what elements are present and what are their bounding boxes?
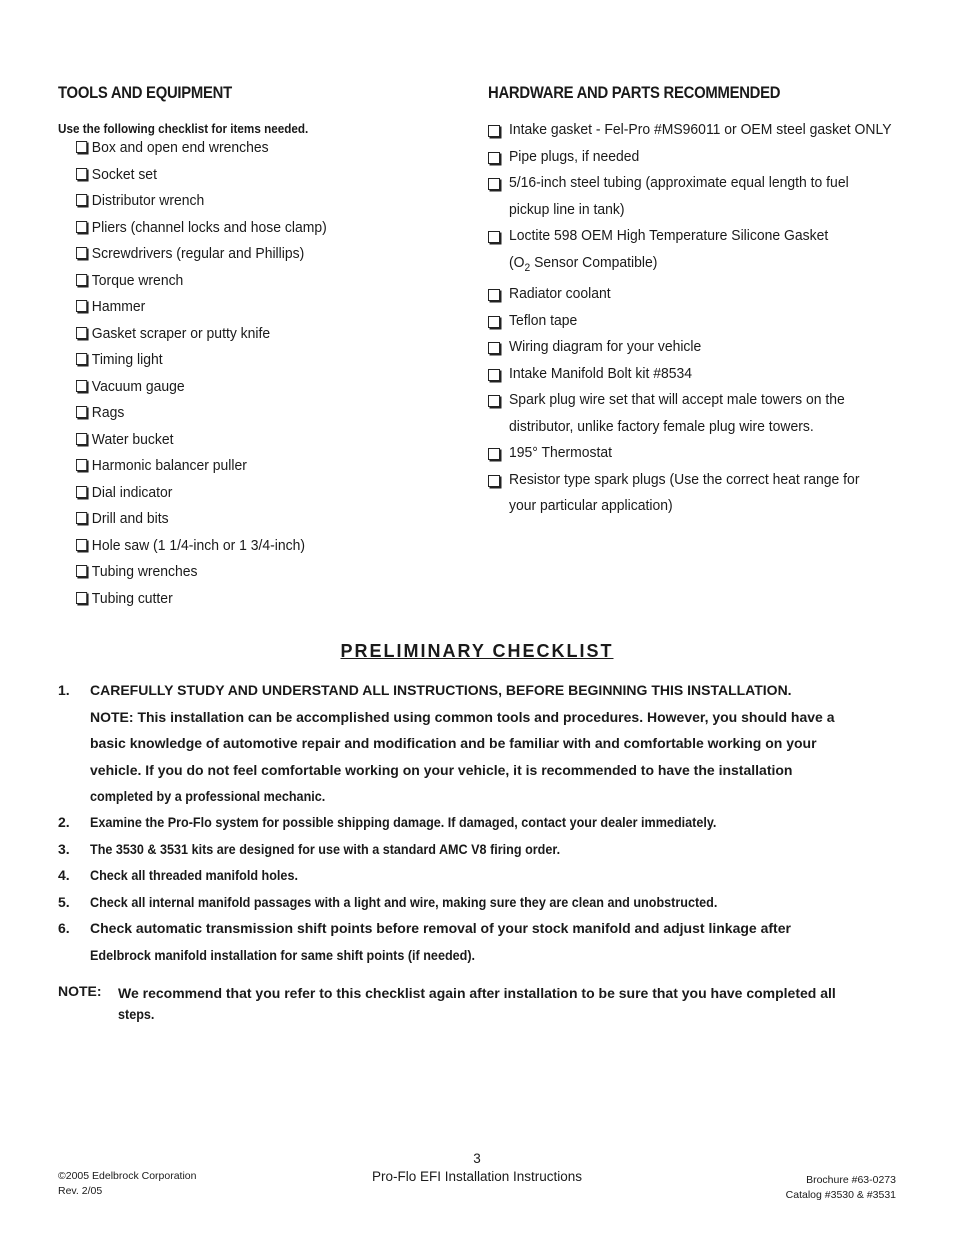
checkbox-icon <box>488 152 500 164</box>
hardware-item-line-2 <box>509 250 880 282</box>
checkbox-icon <box>76 380 87 392</box>
tools-item-label: Pliers (channel locks and hose clamp) <box>91 218 327 236</box>
checkbox-icon <box>76 300 87 312</box>
step-number: 3. <box>58 841 70 857</box>
tools-item <box>76 297 327 324</box>
checkbox-icon <box>76 486 87 498</box>
hardware-item-line-1: Pipe plugs, if needed <box>509 147 640 165</box>
checklist-title: PRELIMINARY CHECKLIST <box>340 641 614 661</box>
footer-left <box>58 1169 196 1199</box>
hardware-item-line-1: 195° Thermostat <box>509 444 613 461</box>
tools-item-label: Vacuum gauge <box>91 377 185 395</box>
hardware-heading: HARDWARE AND PARTS RECOMMENDED <box>488 84 781 102</box>
checkbox-icon <box>76 539 87 551</box>
footer-title: Pro-Flo EFI Installation Instructions <box>371 1169 583 1184</box>
step-line: Check all threaded manifold holes. <box>90 867 298 883</box>
checkbox-icon <box>76 141 87 153</box>
tools-item-label: Dial indicator <box>91 483 173 501</box>
hardware-item-line-1: Loctite 598 OEM High Temperature Silicone Gasket <box>509 227 829 244</box>
tools-item-label: Tubing cutter <box>91 589 173 607</box>
tools-subheading: Use the following checklist for items needed. <box>58 121 309 136</box>
checkbox-icon <box>488 289 500 301</box>
hardware-item-line-2: distributor, unlike factory female plug wire towers. <box>509 417 814 435</box>
hardware-item <box>488 387 908 440</box>
tools-item <box>76 218 327 245</box>
hardware-item-line-1: Resistor type spark plugs (Use the correct heat range for <box>509 470 860 488</box>
checkbox-icon <box>488 475 500 487</box>
tools-heading: TOOLS AND EQUIPMENT <box>58 84 232 102</box>
checkbox-icon <box>76 168 87 180</box>
tools-item-label: Rags <box>91 404 125 421</box>
copyright: ©2005 Edelbrock Corporation <box>58 1170 197 1182</box>
note-line-1: We recommend that you refer to this checklist again after installation to be sure that you have completed all <box>118 985 836 1001</box>
hardware-item <box>488 308 908 335</box>
tools-item <box>76 430 327 457</box>
hardware-item <box>488 223 908 281</box>
hardware-item-line-2b: Sensor Compatible) <box>530 253 658 271</box>
checkbox-icon <box>76 592 87 604</box>
tools-list <box>76 138 346 615</box>
step-line: Check all internal manifold passages with a light and wire, making sure they are clean and unobstructed. <box>90 894 718 910</box>
tools-item <box>76 509 327 536</box>
hardware-item <box>488 281 908 308</box>
hardware-item <box>488 467 908 520</box>
hardware-item <box>488 144 908 171</box>
hardware-item-subscript: 2 <box>524 261 531 274</box>
hardware-item <box>488 440 908 467</box>
checkbox-icon <box>488 316 500 328</box>
checkbox-icon <box>488 125 500 137</box>
tools-item-label: Timing light <box>91 351 163 368</box>
step-number: 4. <box>58 867 70 883</box>
tools-item-label: Water bucket <box>91 430 174 448</box>
checkbox-icon <box>76 274 87 286</box>
hardware-item-line-2a: (O <box>509 253 525 271</box>
hardware-item-line-1: Teflon tape <box>509 311 578 329</box>
catalog-number: Catalog #3530 & #3531 <box>785 1189 896 1201</box>
step-number: 1. <box>58 682 70 698</box>
footer-right <box>786 1173 896 1203</box>
note-label: NOTE: <box>58 983 102 999</box>
hardware-item <box>488 361 908 388</box>
hardware-item-line-1: 5/16-inch steel tubing (approximate equal length to fuel <box>509 174 849 191</box>
checkbox-icon <box>76 221 87 233</box>
hardware-item-line-2: pickup line in tank) <box>509 200 625 218</box>
checkbox-icon <box>488 369 500 381</box>
brochure-number: Brochure #63-0273 <box>806 1174 896 1186</box>
checkbox-icon <box>76 247 87 259</box>
checkbox-icon <box>76 565 87 577</box>
hardware-item-line-1: Spark plug wire set that will accept male towers on the <box>509 391 845 408</box>
hardware-item <box>488 117 908 144</box>
checkbox-icon <box>76 353 87 365</box>
tools-item-label: Hole saw (1 1/4-inch or 1 3/4-inch) <box>91 536 306 554</box>
step-line: NOTE: This installation can be accomplished using common tools and procedures. However, you should have a <box>90 708 835 725</box>
tools-item <box>76 244 327 271</box>
tools-item <box>76 562 327 589</box>
checkbox-icon <box>488 178 500 190</box>
tools-item-label: Hammer <box>91 298 146 315</box>
step-line: Examine the Pro-Flo system for possible shipping damage. If damaged, contact your dealer immediately. <box>90 814 717 830</box>
tools-item-label: Gasket scraper or putty knife <box>91 324 271 342</box>
tools-item-label: Drill and bits <box>91 510 169 527</box>
hardware-item-line-1: Intake Manifold Bolt kit #8534 <box>509 364 693 382</box>
checkbox-icon <box>76 406 87 418</box>
tools-item-label: Torque wrench <box>91 271 184 289</box>
tools-item <box>76 165 327 192</box>
step-number: 6. <box>58 920 70 936</box>
tools-item <box>76 456 327 483</box>
tools-item-label: Harmonic balancer puller <box>91 457 247 474</box>
tools-item <box>76 403 327 430</box>
step-line: basic knowledge of automotive repair and modification and be familiar with and comfortable working on your <box>90 735 817 751</box>
checkbox-icon <box>76 194 87 206</box>
hardware-item-line-2: your particular application) <box>509 497 673 514</box>
hardware-item <box>488 334 908 361</box>
checkbox-icon <box>488 448 500 460</box>
page-number: 3 <box>473 1151 481 1166</box>
checkbox-icon <box>488 342 500 354</box>
hardware-item-line-1: Wiring diagram for your vehicle <box>509 338 702 355</box>
hardware-list <box>488 117 908 520</box>
tools-item <box>76 138 327 165</box>
hardware-item <box>488 170 908 223</box>
tools-item <box>76 483 327 510</box>
step-line: The 3530 & 3531 kits are designed for use with a standard AMC V8 firing order. <box>90 841 561 857</box>
revision: Rev. 2/05 <box>58 1185 103 1197</box>
tools-item-label: Tubing wrenches <box>91 563 198 580</box>
step-number: 2. <box>58 814 70 830</box>
tools-item <box>76 324 327 351</box>
hardware-item-line-1: Intake gasket - Fel-Pro #MS96011 or OEM steel gasket ONLY <box>509 121 892 138</box>
checkbox-icon <box>488 231 500 243</box>
checkbox-icon <box>76 459 87 471</box>
tools-item-label: Screwdrivers (regular and Phillips) <box>91 245 305 262</box>
step-line: Edelbrock manifold installation for same shift points (if needed). <box>90 946 476 963</box>
tools-item <box>76 589 327 616</box>
tools-item <box>76 191 327 218</box>
step-line: completed by a professional mechanic. <box>90 788 326 804</box>
tools-item <box>76 350 327 377</box>
checkbox-icon <box>488 395 500 407</box>
step-line: Check automatic transmission shift points before removal of your stock manifold and adjust linkage after <box>90 920 791 936</box>
checkbox-icon <box>76 433 87 445</box>
tools-item <box>76 377 327 404</box>
checkbox-icon <box>76 327 87 339</box>
step-line: vehicle. If you do not feel comfortable working on your vehicle, it is recommended to have the installation <box>90 761 793 778</box>
tools-item <box>76 271 327 298</box>
note-line-2: steps. <box>118 1006 155 1022</box>
tools-item-label: Socket set <box>91 165 157 183</box>
checkbox-icon <box>76 512 87 524</box>
tools-item <box>76 536 327 563</box>
step-number: 5. <box>58 894 70 910</box>
tools-item-label: Distributor wrench <box>91 192 205 209</box>
tools-item-label: Box and open end wrenches <box>91 139 269 156</box>
hardware-item-line-1: Radiator coolant <box>509 285 611 302</box>
step-line: CAREFULLY STUDY AND UNDERSTAND ALL INSTRUCTIONS, BEFORE BEGINNING THIS INSTALLATION. <box>90 682 792 698</box>
